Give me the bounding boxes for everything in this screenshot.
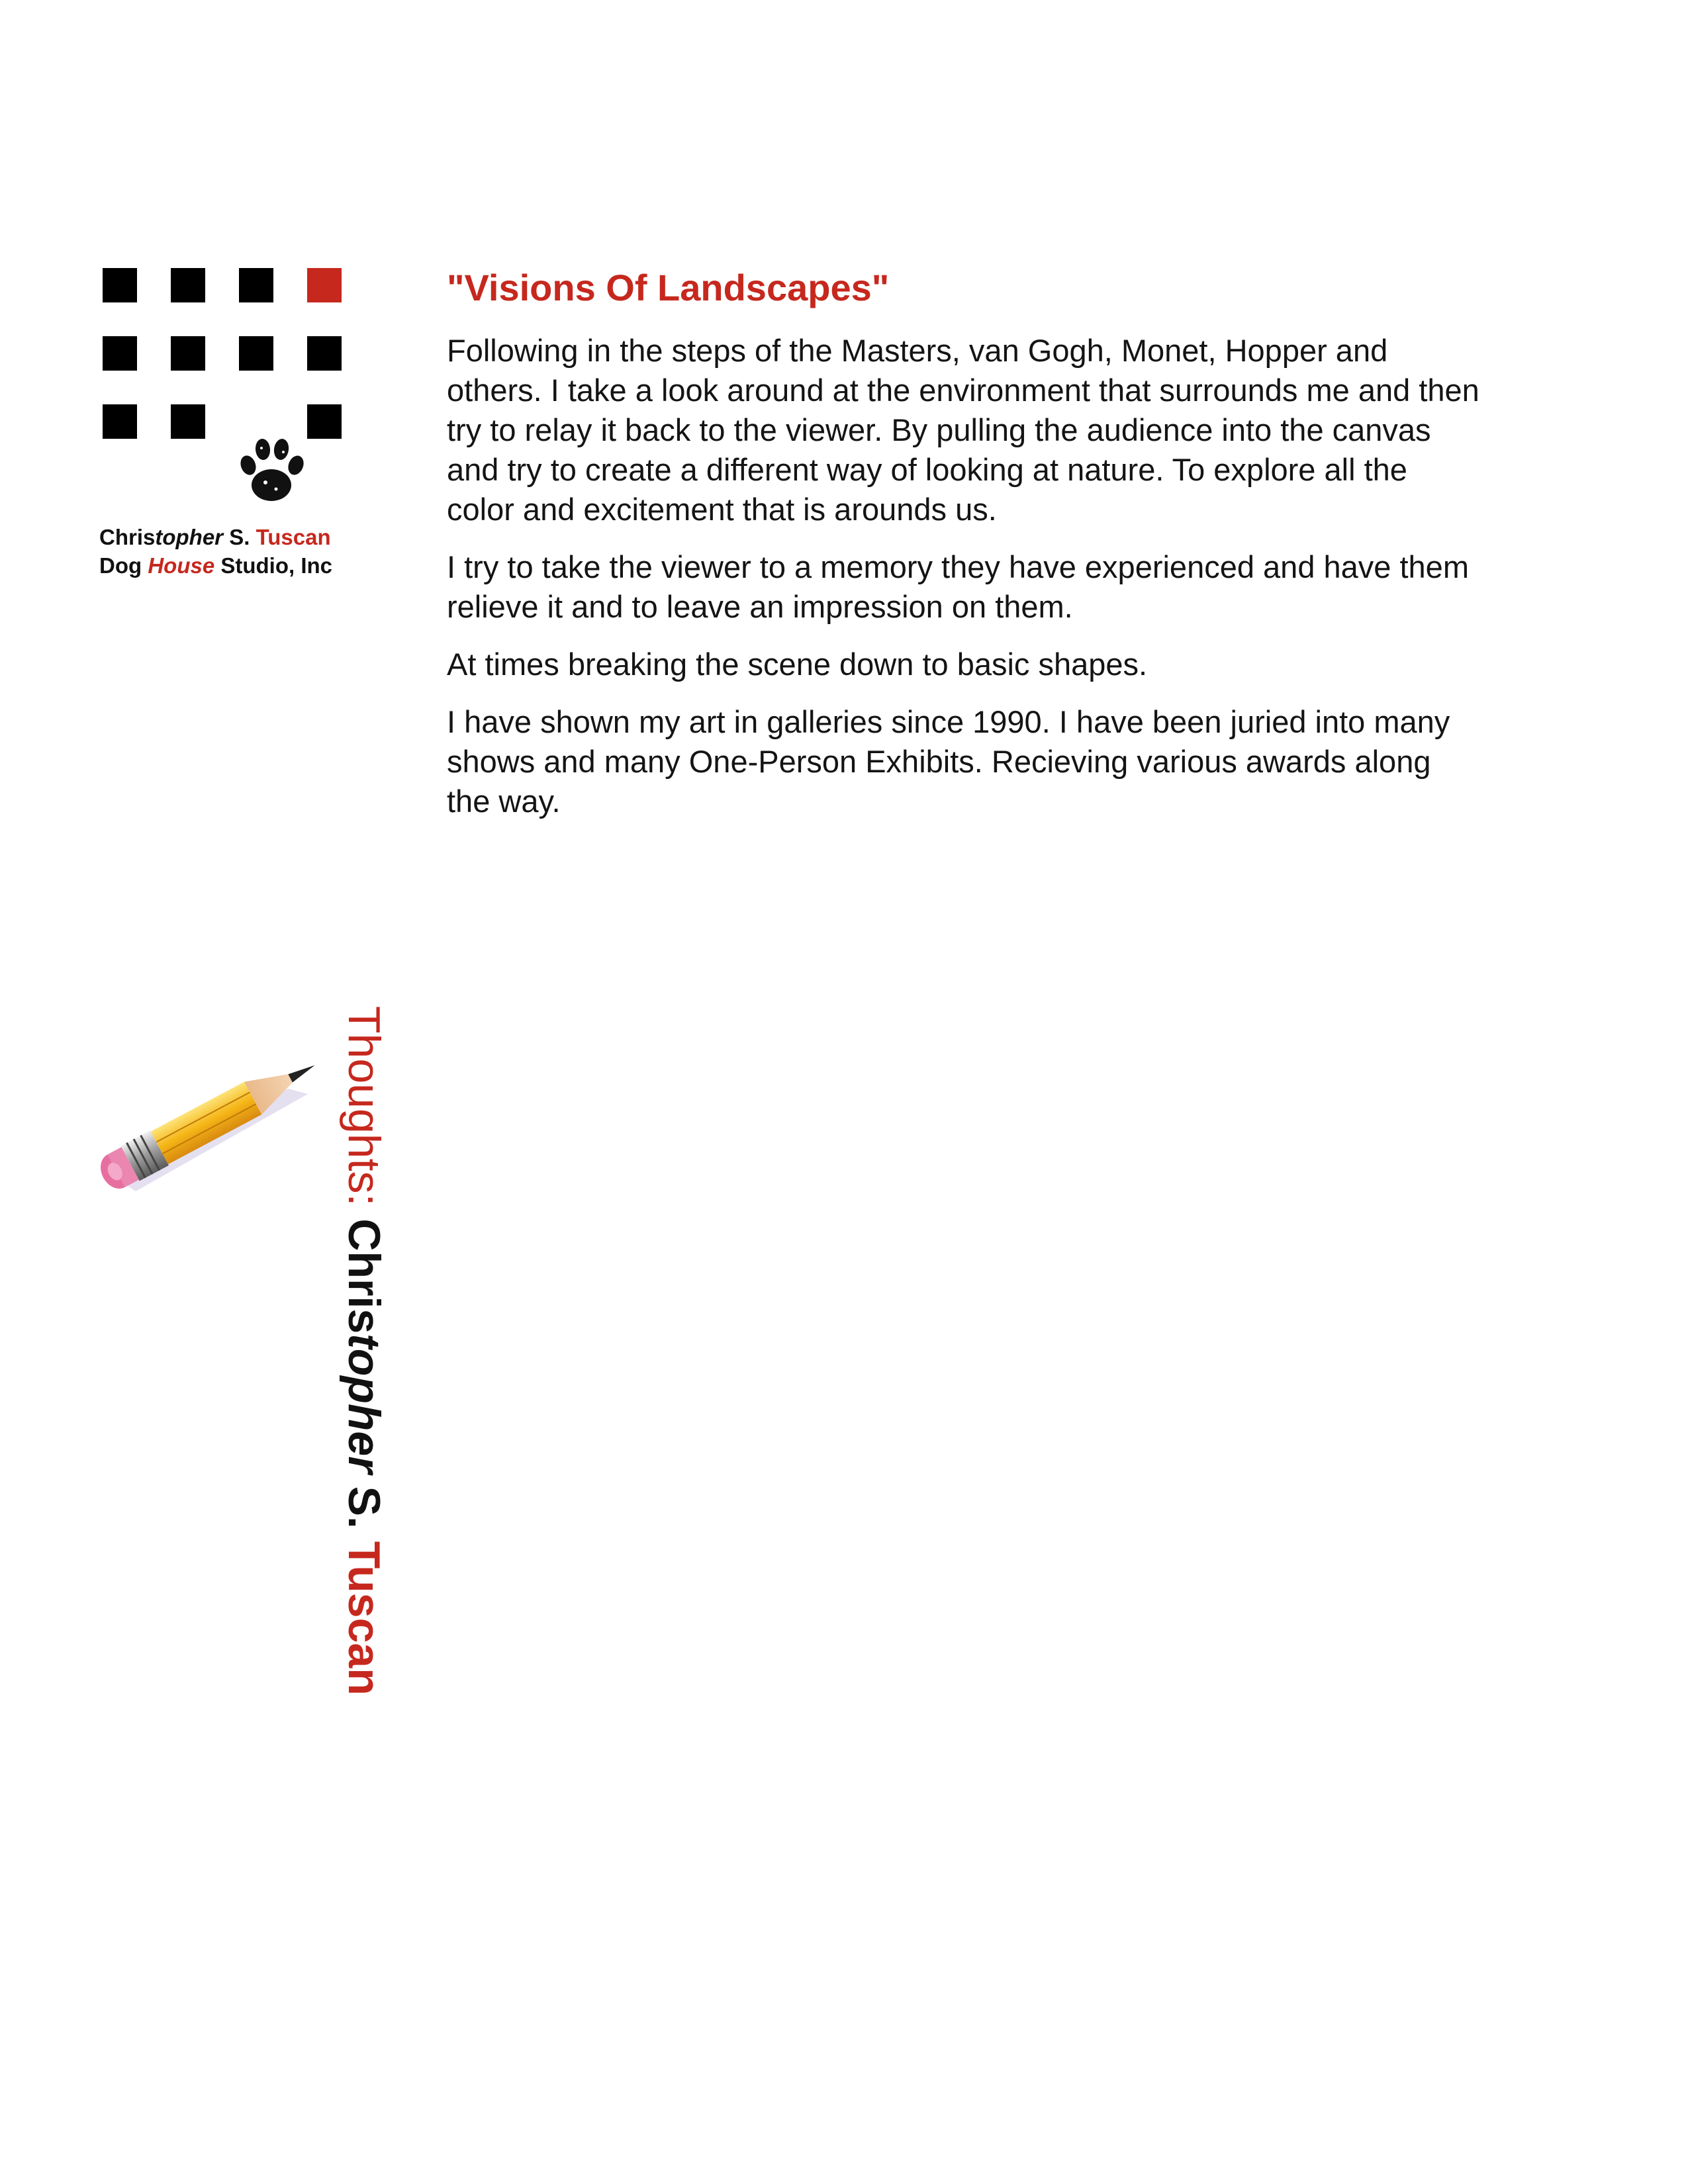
logo-square — [239, 268, 273, 302]
artist-name — [99, 523, 332, 551]
paragraph: I have shown my art in galleries since 1990. I have been juried into many shows and many One-Person Exhibits. Recieving various awards along the way. — [447, 704, 1450, 819]
studio-name — [99, 551, 332, 580]
vertical-name-last: Tuscan — [339, 1541, 389, 1696]
logo-square — [103, 336, 137, 371]
thoughts-heading — [338, 1006, 391, 1696]
vertical-artist-name — [339, 1218, 389, 1695]
logo-square — [171, 404, 205, 439]
vertical-name-initial: S. — [339, 1486, 389, 1529]
paragraph: Following in the steps of the Masters, van Gogh, Monet, Hopper and others. I take a look around at the environment that surrounds me and then try to relay it back to the viewer. By pulling the audience into the canvas and try to create a different way of looking at nature. To explore all the color and excitement that is arounds us. — [447, 333, 1479, 527]
name-first: Chris — [99, 525, 156, 549]
thoughts-label: Thoughts: — [339, 1006, 389, 1206]
studio-word-dog: Dog — [99, 553, 142, 578]
pencil-icon — [70, 1016, 348, 1214]
name-mid: topher — [155, 525, 224, 549]
paw-print-icon — [235, 433, 308, 510]
paragraph: I try to take the viewer to a memory they have experienced and have them relieve it and to leave an impression on them. — [447, 549, 1469, 624]
article-title: "Visions Of Landscapes" — [447, 267, 890, 308]
logo-square — [307, 404, 342, 439]
studio-credit — [99, 523, 332, 580]
studio-word-house: House — [148, 553, 215, 578]
vertical-name-first: Chris — [339, 1218, 389, 1334]
article — [447, 265, 1479, 839]
logo-square — [307, 336, 342, 371]
logo-square-red — [307, 268, 342, 302]
logo-square — [103, 268, 137, 302]
vertical-name-mid: topher — [339, 1334, 389, 1474]
logo-square — [171, 268, 205, 302]
studio-word-rest: Studio, Inc — [220, 553, 333, 578]
logo-square — [171, 336, 205, 371]
logo-square — [239, 336, 273, 371]
paragraph: At times breaking the scene down to basic shapes. — [447, 647, 1148, 682]
name-initial: S. — [229, 525, 250, 549]
logo-grid — [103, 268, 348, 453]
logo-square — [103, 404, 137, 439]
name-last: Tuscan — [256, 525, 331, 549]
